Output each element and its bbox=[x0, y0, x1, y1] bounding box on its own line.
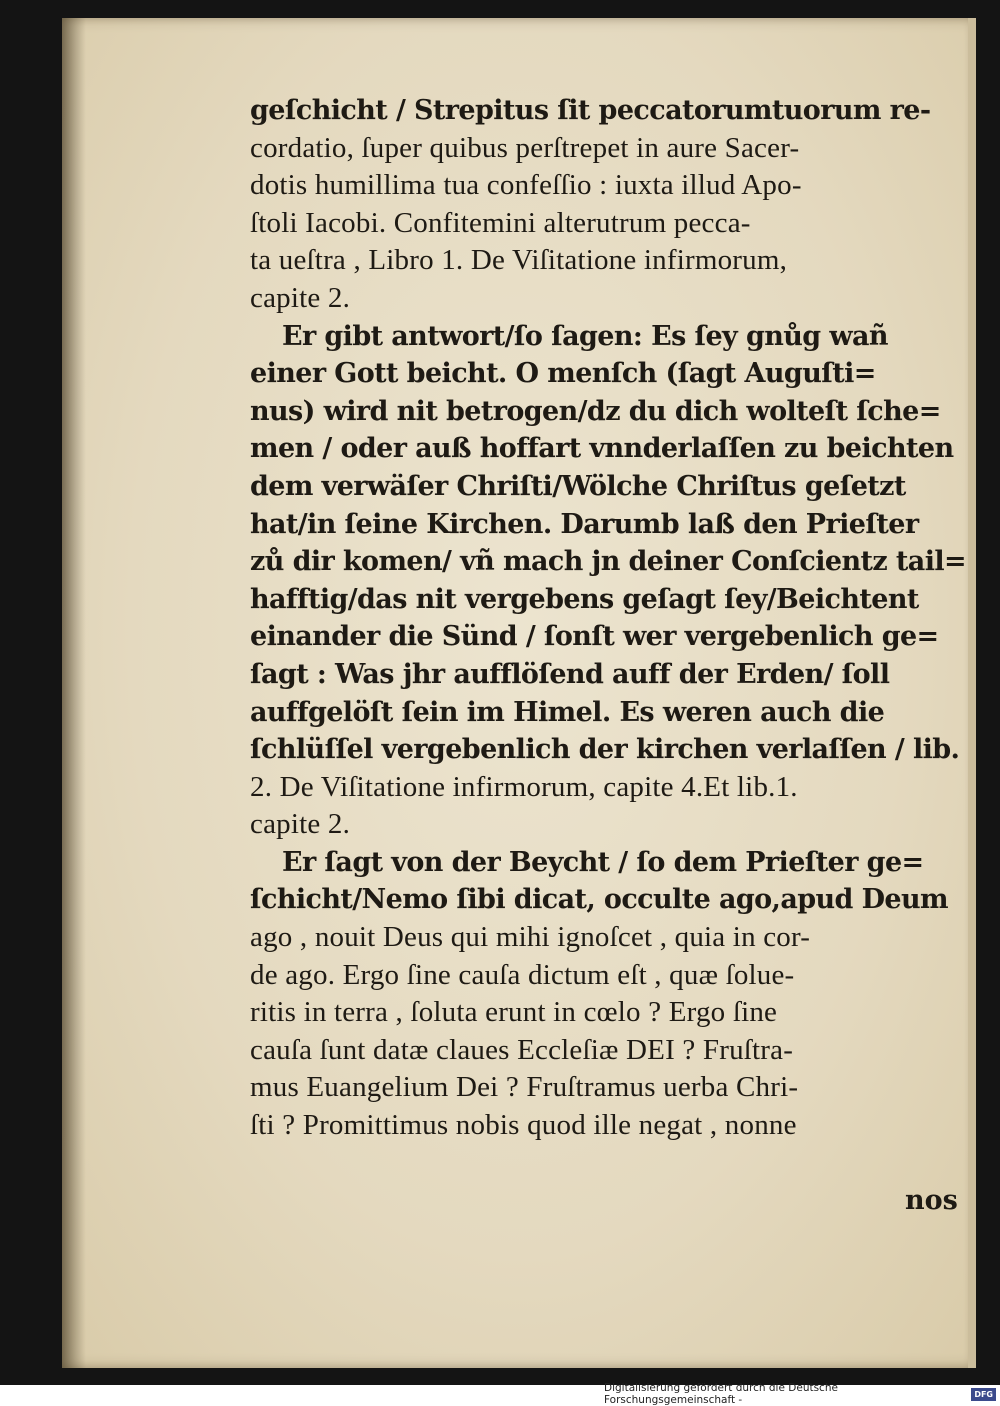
text-line: dem verwäſer Chriſti/Wölche Chriſtus geſetzt bbox=[250, 470, 906, 502]
text-line: ta ueſtra , Libro 1. De Viſitatione infirmorum, bbox=[250, 244, 788, 277]
text-line: capite 2. bbox=[250, 281, 351, 314]
text-line: hat/in ſeine Kirchen. Darumb laß den Prieſter bbox=[250, 508, 919, 540]
text-line: nus) wird nit betrogen/dz du dich wolteſt ſche= bbox=[250, 395, 941, 427]
digitization-credit-footer bbox=[604, 1382, 996, 1406]
text-line: zů dir komen/ vñ mach jn deiner Conſcientz tail= bbox=[250, 546, 967, 578]
catchword: nos bbox=[905, 1185, 958, 1216]
text-line: men / oder auß hoffart vnnderlaſſen zu beichten bbox=[250, 433, 954, 465]
page-gutter-shadow bbox=[62, 18, 86, 1368]
text-line: ritis in terra , ſoluta erunt in cœlo ? Ergo ſine bbox=[250, 996, 778, 1029]
text-line: ſti ? Promittimus nobis quod ille negat , nonne bbox=[250, 1109, 797, 1142]
text-line: einer Gott beicht. O menſch (ſagt Auguſti= bbox=[250, 358, 876, 390]
page-text-block bbox=[250, 92, 970, 1145]
text-line: hafftig/das nit vergebens geſagt ſey/Beichtent bbox=[250, 583, 919, 615]
text-line: cauſa ſunt datæ claues Eccleſiæ DEI ? Fruſtra- bbox=[250, 1033, 794, 1066]
credit-text: Digitalisierung gefördert durch die Deutsche Forschungsgemeinschaft - bbox=[604, 1382, 838, 1406]
text-line: geſchicht / Strepitus ſit peccatorumtuorum re- bbox=[250, 95, 931, 126]
text-line: 2. De Viſitatione infirmorum, capite 4.Et lib.1. bbox=[250, 770, 798, 803]
text-line: dotis humillima tua confeſſio : iuxta illud Apo- bbox=[250, 169, 802, 202]
text-line: ago , nouit Deus qui mihi ignoſcet , quia in cor- bbox=[250, 921, 811, 954]
text-line: Er ſagt von der Beycht / ſo dem Prieſter ge= bbox=[282, 846, 924, 878]
text-line: capite 2. bbox=[250, 808, 351, 841]
text-line: cordatio, ſuper quibus perſtrepet in aure Sacer- bbox=[250, 131, 800, 164]
text-line: ſtoli Iacobi. Confitemini alterutrum pecca- bbox=[250, 206, 751, 239]
text-line: Er gibt antwort/ſo ſagen: Es ſey gnůg wañ bbox=[282, 320, 888, 352]
text-line: auffgelöſt ſein im Himel. Es weren auch die bbox=[250, 696, 885, 728]
text-line: einander die Sünd / ſonſt wer vergebenlich ge= bbox=[250, 621, 939, 653]
text-line: ſagt : Was jhr aufflöſend auff der Erden/ ſoll bbox=[250, 658, 890, 690]
text-line: de ago. Ergo ſine cauſa dictum eſt , quæ ſolue- bbox=[250, 958, 795, 991]
text-line: mus Euangelium Dei ? Fruſtramus uerba Chri- bbox=[250, 1071, 799, 1104]
dfg-logo: DFG bbox=[971, 1388, 996, 1401]
text-line: ſchicht/Nemo ſibi dicat, occulte ago,apud Deum bbox=[250, 884, 949, 916]
text-line: ſchlüſſel vergebenlich der kirchen verlaſſen / lib. bbox=[250, 734, 960, 766]
